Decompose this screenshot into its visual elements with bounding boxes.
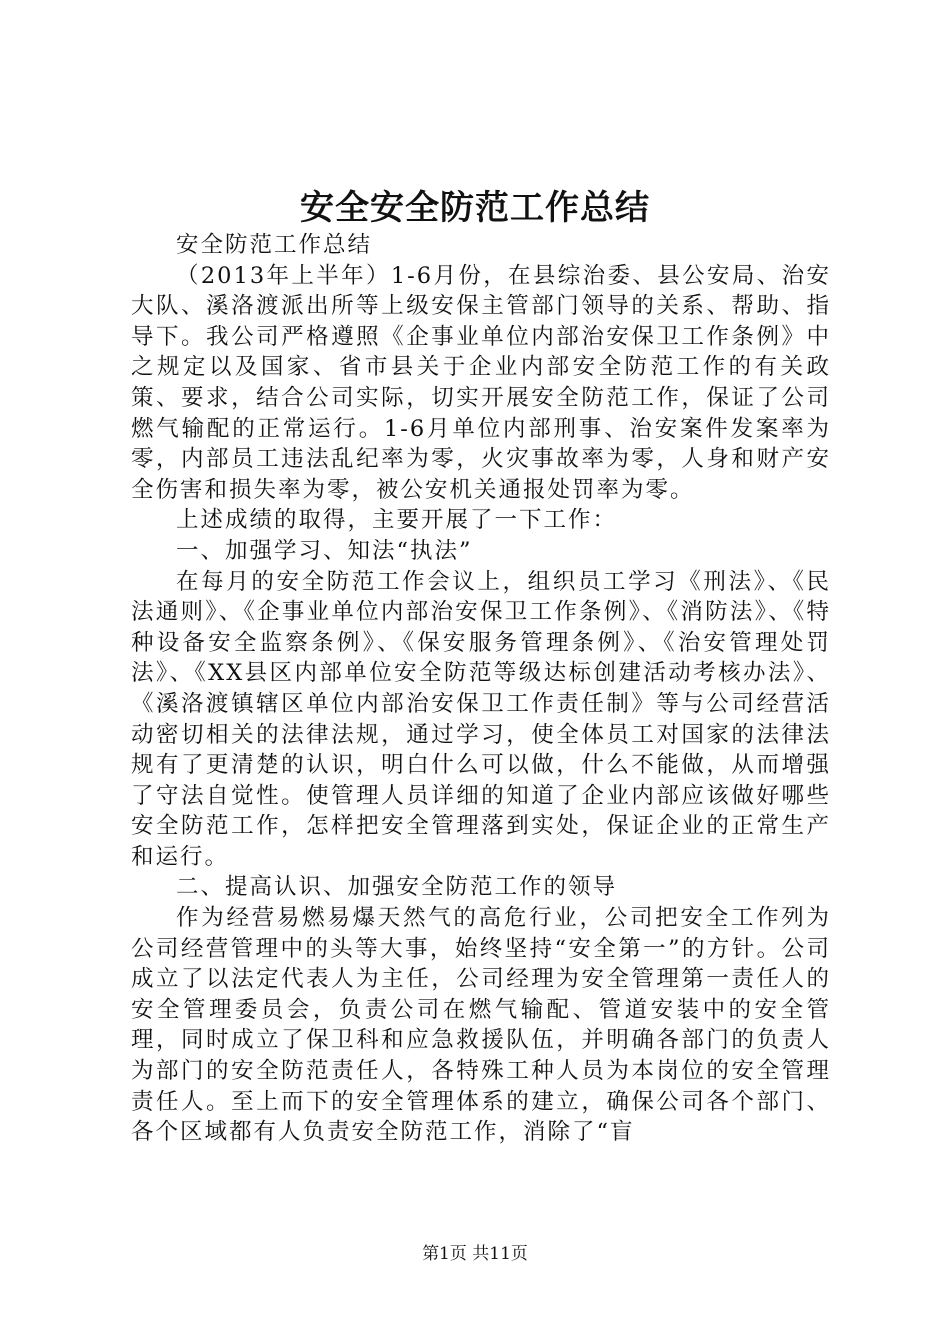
document-title: 安全安全防范工作总结 (300, 188, 650, 228)
paragraph-section-2: 作为经营易燃易爆天然气的高危行业，公司把安全工作列为公司经营管理中的头等大事，始终坚持“安全第一”的方针。公司成立了以法定代表人为主任，公司经理为安全管理第一责任人的安全管理委员会，负责公司在燃气输配、管道安装中的安全管理，同时成立了保卫科和应急救援队伍，并明确各部门的负责人为部门的安全防范责任人，各特殊工种人员为本岗位的安全管理责任人。至上而下的安全管理体系的建立，确保公司各个部门、各个区域都有人负责安全防范工作，消除了“盲 (131, 905, 831, 1146)
document-body (131, 230, 831, 1148)
paragraph-subtitle: 安全防范工作总结 (176, 232, 373, 258)
paragraph-summary: 上述成绩的取得，主要开展了一下工作： (176, 507, 618, 534)
section-heading-2: 二、提高认识、加强安全防范工作的领导 (176, 874, 618, 901)
section-heading-1: 一、加强学习、知法“执法” (176, 537, 473, 564)
paragraph-intro: （2013年上半年）1-6月份，在县综治委、县公安局、治安大队、溪洛渡派出所等上级安保主管部门领导的关系、帮助、指导下。我公司严格遵照《企事业单位内部治安保卫工作条例》中之规定以及国家、省市县关于企业内部安全防范工作的有关政策、要求，结合公司实际，切实开展安全防范工作，保证了公司燃气输配的正常运行。1-6月单位内部刑事、治安案件发案率为零，内部员工违法乱纪率为零，火灾事故率为零，人身和财产安全伤害和损失率为零，被公安机关通报处罚率为零。 (131, 262, 831, 503)
page-footer: 第1页 共11页 (422, 1244, 528, 1264)
paragraph-section-1: 在每月的安全防范工作会议上，组织员工学习《刑法》、《民法通则》、《企事业单位内部治安保卫工作条例》、《消防法》、《特种设备安全监察条例》、《保安服务管理条例》、《治安管理处罚法》、《XX县区内部单位安全防范等级达标创建活动考核办法》、《溪洛渡镇辖区单位内部治安保卫工作责任制》等与公司经营活动密切相关的法律法规，通过学习，使全体员工对国家的法律法规有了更清楚的认识，明白什么可以做，什么不能做，从而增强了守法自觉性。使管理人员详细的知道了企业内部应该做好哪些安全防范工作，怎样把安全管理落到实处，保证企业的正常生产和运行。 (131, 568, 831, 870)
